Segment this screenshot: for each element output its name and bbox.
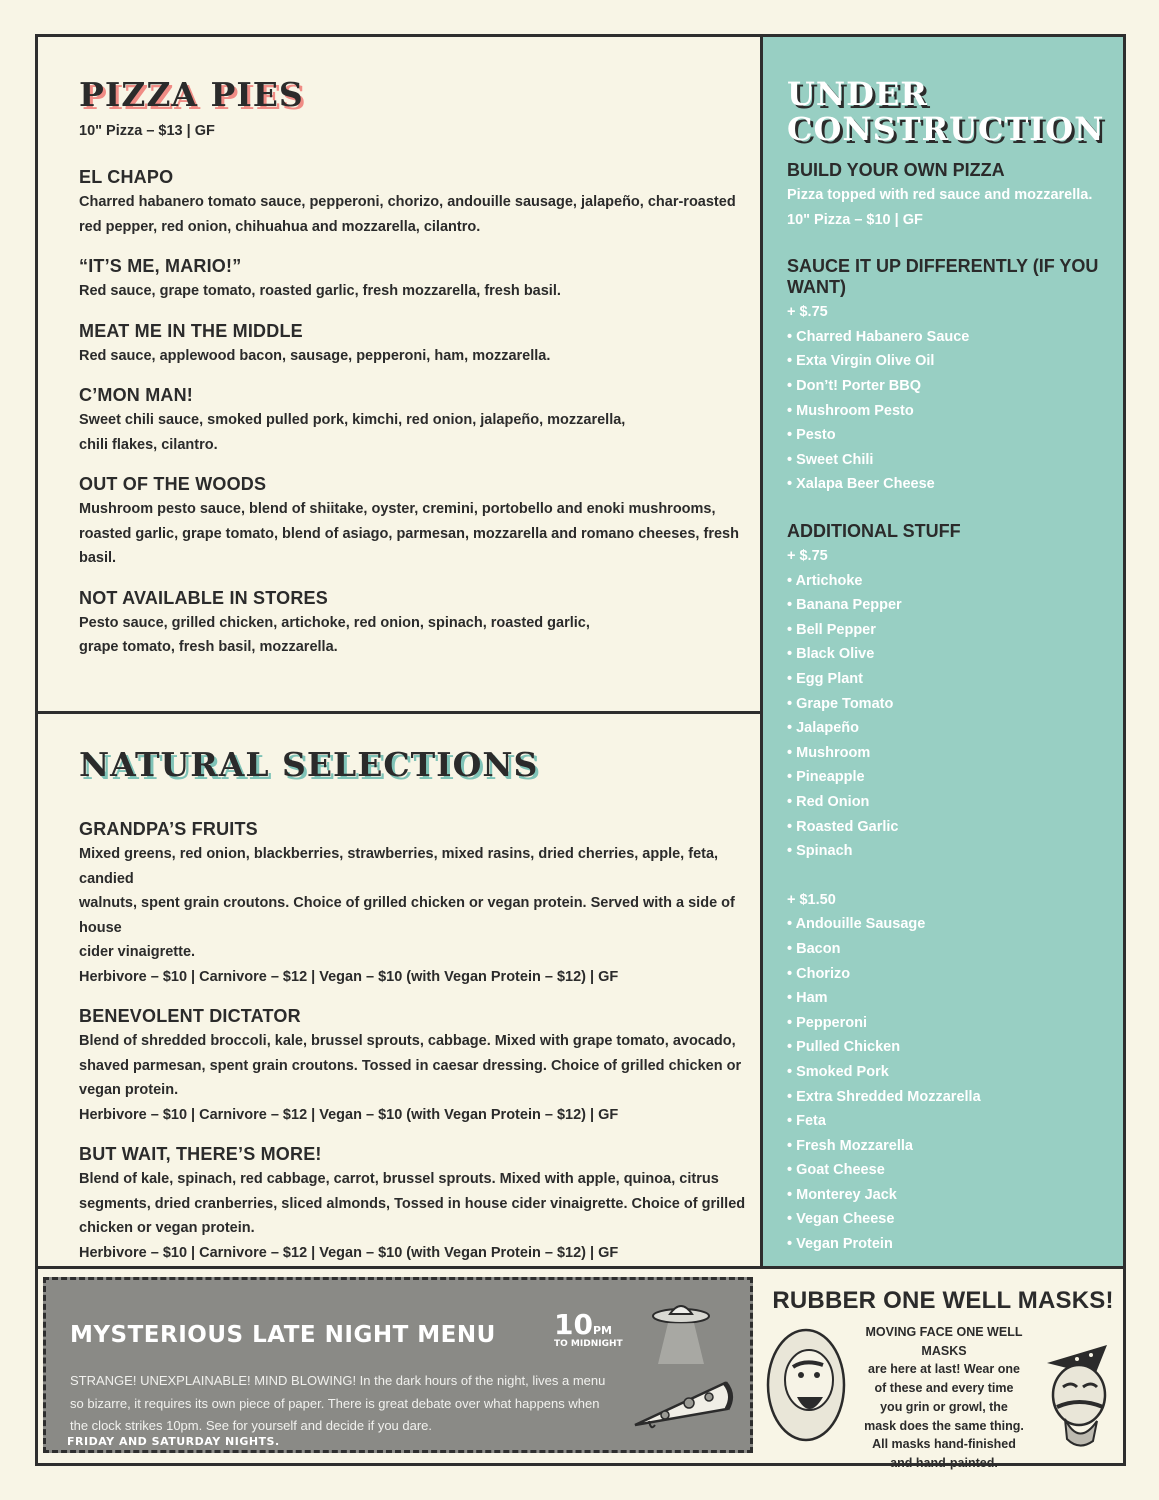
salad-item-name: GRANDPA’S FRUITS [79,819,258,839]
pizza-section [35,34,763,714]
byo-price: 10" Pizza – $10 | GF [787,211,923,228]
salad-item-desc-line: segments, dried cranberries, sliced almonds, Tossed in house cider vinaigrette. Choice of grilled [79,1195,746,1212]
topping-list-item: • Artichoke [787,569,1117,594]
build-your-own-panel [763,37,1123,1266]
sauce-list [787,325,1117,497]
salad-item-name: BUT WAIT, THERE’S MORE! [79,1144,322,1164]
pizza-item-desc-line: Red sauce, grape tomato, roasted garlic, fresh mozzarella, fresh basil. [79,283,561,299]
pizza-item-desc-line: red pepper, red onion, chihuahua and mozzarella, cilantro. [79,218,481,235]
topping-list-item: • Spinach [787,839,1117,864]
sauce-list-item: • Sweet Chili [787,448,1117,473]
topping-list-item: • Egg Plant [787,667,1117,692]
premium-topping-list-item: • Ham [787,986,1117,1011]
sauce-list-item: • Exta Virgin Olive Oil [787,349,1117,374]
salad-item-description [79,1029,759,1103]
late-night-footer: FRIDAY AND SATURDAY NIGHTS. [67,1435,280,1448]
pizza-heading: PIZZA PIES [79,75,304,114]
premium-topping-list-item: • Pulled Chicken [787,1035,1117,1060]
pizza-item-name: EL CHAPO [79,167,174,187]
additional-list-1 [787,569,1117,864]
pizza-item-desc-line: Pesto sauce, grilled chicken, artichoke, red onion, spinach, roasted garlic, [79,614,590,631]
bottom-strip [35,1266,1126,1470]
pizza-item-description [79,190,759,239]
topping-list-item: • Jalapeño [787,716,1117,741]
pizza-item-name: C’MON MAN! [79,385,193,405]
premium-topping-list-item: • Fresh Mozzarella [787,1134,1117,1159]
pizza-item [79,167,759,239]
premium-topping-list-item: • Feta [787,1109,1117,1134]
sauce-list-item: • Pesto [787,423,1117,448]
pizza-item-desc-line: chili flakes, cilantro. [79,436,218,453]
pizza-item-description [79,344,759,369]
pizza-item-description [79,611,759,660]
additional-list-2 [787,912,1117,1256]
pizza-item-desc-line: grape tomato, fresh basil, mozzarella. [79,639,338,655]
sauce-list-item: • Mushroom Pesto [787,399,1117,424]
salad-item [79,819,759,989]
pizza-item [79,385,759,457]
pizza-item-name: MEAT ME IN THE MIDDLE [79,320,303,341]
masks-desc-line-3: of these and every time [874,1381,1014,1396]
salad-item-price: Herbivore – $10 | Carnivore – $12 | Vegan – $10 (with Vegan Protein – $12) | GF [79,1244,619,1261]
pizza-item-name: OUT OF THE WOODS [79,474,267,494]
salads-section [35,714,763,1266]
pizza-item [79,588,759,660]
pizza-item-desc-line: Red sauce, applewood bacon, sausage, pepperoni, ham, mozzarella. [79,347,551,364]
pizza-item-desc-line: Sweet chili sauce, smoked pulled pork, kimchi, red onion, jalapeño, mozzarella, [79,412,626,428]
masks-desc-line-7: and hand-painted. [890,1455,998,1470]
topping-list-item: • Grape Tomato [787,692,1117,717]
pizza-item [79,321,759,369]
sauce-price: + $.75 [787,304,828,321]
sauce-list-item: • Don’t! Porter BBQ [787,374,1117,399]
masks-desc-line-2: are here at last! Wear one [868,1362,1020,1377]
premium-topping-list-item: • Andouille Sausage [787,912,1117,937]
salad-item [79,1144,759,1265]
pizza-item-desc-line: Charred habanero tomato sauce, pepperoni, chorizo, andouille sausage, jalapeño, char-roasted [79,194,736,210]
pizza-item-description [79,279,759,304]
late-night-description: STRANGE! UNEXPLAINABLE! MIND BLOWING! In the dark hours of the night, lives a menu so bizarre, it requires its own piece of paper. There is great debate over what happens when the clock strikes 10pm. See for yourself and decide if you dare. [70,1373,606,1433]
late-night-time-number: 10 [554,1308,593,1341]
salad-item-description [79,842,759,965]
topping-list-item: • Mushroom [787,741,1117,766]
sauce-list-item: • Charred Habanero Sauce [787,325,1117,350]
pizza-item-desc-line: Mushroom pesto sauce, blend of shiitake, oyster, cremini, portobello and enoki mushrooms, [79,501,716,517]
ufo-icon [646,1296,716,1366]
pizza-item-desc-line: roasted garlic, grape tomato, blend of asiago, parmesan, mozzarella and romano cheeses, fresh basil. [79,525,739,566]
topping-list-item: • Roasted Garlic [787,815,1117,840]
premium-topping-list-item: • Chorizo [787,962,1117,987]
topping-list-item: • Banana Pepper [787,593,1117,618]
salad-item-desc-line: Mixed greens, red onion, blackberries, strawberries, mixed rasins, dried cherries, apple, feta, candied [79,846,719,887]
build-heading-line-1: UNDER [787,75,928,113]
byo-title: BUILD YOUR OWN PIZZA [787,160,1005,181]
premium-topping-list-item: • Goat Cheese [787,1158,1117,1183]
salad-item-name: BENEVOLENT DICTATOR [79,1006,301,1026]
build-heading-line-2: CONSTRUCTION [787,109,1105,148]
masks-title: RUBBER ONE WELL MASKS! [772,1287,1114,1314]
additional-price-2: + $1.50 [787,891,836,908]
pizza-item-name: “IT’S ME, MARIO!” [79,256,242,276]
salads-list [79,819,759,1265]
topping-list-item: • Pineapple [787,765,1117,790]
masks-desc-line-6: All masks hand-finished [872,1437,1016,1452]
premium-topping-list-item: • Pepperoni [787,1011,1117,1036]
ape-mask-icon [765,1325,847,1445]
additional-price-1: + $.75 [787,548,828,565]
pizza-subheading: 10" Pizza – $13 | GF [79,123,215,139]
pizza-item-description [79,497,759,571]
wizard-mask-icon [1037,1323,1121,1451]
build-heading [787,77,1117,146]
pizza-slice-icon [629,1375,739,1437]
salad-item-desc-line: shaved parmesan, spent grain croutons. Tossed in caesar dressing. Choice of grilled chicken or [79,1057,742,1074]
premium-topping-list-item: • Monterey Jack [787,1183,1117,1208]
late-night-title: MYSTERIOUS LATE NIGHT MENU [70,1322,496,1348]
byo-description: Pizza topped with red sauce and mozzarella. [787,187,1093,204]
salad-item-price: Herbivore – $10 | Carnivore – $12 | Vegan – $10 (with Vegan Protein – $12) | GF [79,1106,619,1123]
late-night-time [554,1308,623,1349]
premium-topping-list-item: • Smoked Pork [787,1060,1117,1085]
pizza-list [79,167,759,660]
premium-topping-list-item: • Vegan Cheese [787,1207,1117,1232]
topping-list-item: • Red Onion [787,790,1117,815]
topping-list-item: • Bell Pepper [787,618,1117,643]
additional-title: ADDITIONAL STUFF [787,521,961,542]
pizza-item-description [79,408,759,457]
pizza-item-name: NOT AVAILABLE IN STORES [79,587,328,608]
masks-desc-line-1: MOVING FACE ONE WELL MASKS [865,1325,1023,1358]
sauce-list-item: • Xalapa Beer Cheese [787,472,1117,497]
late-night-time-to: TO MIDNIGHT [554,1339,623,1349]
salad-item-desc-line: cider vinaigrette. [79,944,196,960]
masks-desc-line-4: you grin or growl, the [880,1399,1008,1414]
salad-item [79,1006,759,1127]
salads-heading: NATURAL SELECTIONS [79,745,539,784]
salad-item-desc-line: vegan protein. [79,1082,179,1098]
premium-topping-list-item: • Vegan Protein [787,1232,1117,1257]
premium-topping-list-item: • Bacon [787,937,1117,962]
sauce-title: SAUCE IT UP DIFFERENTLY (IF YOU WANT) [787,256,1099,298]
pizza-item [79,256,759,304]
masks-description [847,1323,1041,1473]
premium-topping-list-item: • Extra Shredded Mozzarella [787,1085,1117,1110]
salad-item-desc-line: chicken or vegan protein. [79,1220,255,1236]
salad-item-price: Herbivore – $10 | Carnivore – $12 | Vegan – $10 (with Vegan Protein – $12) | GF [79,968,619,985]
salad-item-desc-line: walnuts, spent grain croutons. Choice of grilled chicken or vegan protein. Served with a side of house [79,895,735,936]
late-night-box [43,1277,753,1453]
late-night-time-pm: PM [592,1324,612,1337]
pizza-item [79,474,759,571]
salad-item-desc-line: Blend of shredded broccoli, kale, brussel sprouts, cabbage. Mixed with grape tomato, avocado, [79,1033,736,1049]
topping-list-item: • Black Olive [787,642,1117,667]
salad-item-desc-line: Blend of kale, spinach, red cabbage, carrot, brussel sprouts. Mixed with apple, quinoa, citrus [79,1171,719,1187]
salad-item-description [79,1167,759,1241]
masks-desc-line-5: mask does the same thing. [864,1418,1024,1433]
